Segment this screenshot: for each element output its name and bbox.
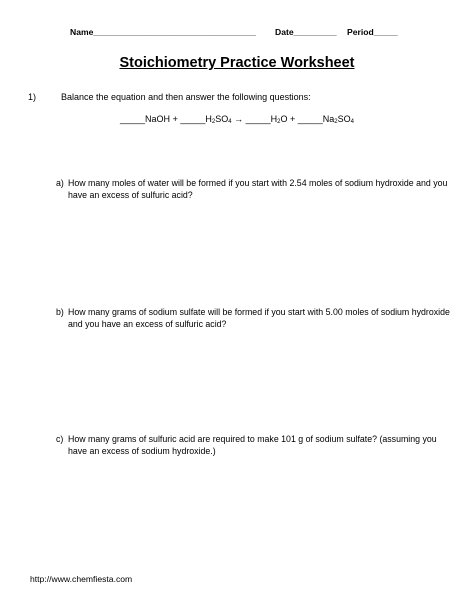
- reactant-naoh: NaOH: [145, 114, 171, 124]
- part-text: How many grams of sodium sulfate will be formed if you start with 5.00 moles of sodium hydroxide and you have an excess of sulfuric acid?: [68, 307, 450, 329]
- product-h2o: $H_2O$: [270, 114, 288, 125]
- date-field[interactable]: Date_________: [275, 27, 337, 37]
- plus-sign: +: [287, 114, 298, 124]
- question-number: 1): [28, 92, 37, 102]
- part-text: How many grams of sulfuric acid are required to make 101 g of sodium sulfate? (assuming you have an excess of sodium hydroxide.): [68, 434, 437, 456]
- coefficient-blank-1[interactable]: _____: [120, 114, 146, 124]
- question-instruction: Balance the equation and then answer the following questions:: [61, 92, 311, 102]
- reactant-h2so4: $H_2SO_4$: [205, 114, 232, 125]
- chemical-equation: [0, 114, 474, 125]
- plus-sign: +: [170, 114, 181, 124]
- part-letter: a): [56, 178, 64, 188]
- question-part-c: [56, 434, 456, 457]
- period-field[interactable]: Period_____: [347, 27, 398, 37]
- name-field[interactable]: Name__________________________________: [70, 27, 256, 37]
- reaction-arrow: →: [231, 114, 246, 124]
- coefficient-blank-3[interactable]: _____: [245, 114, 271, 124]
- product-na2so4: $Na_2SO_4$: [322, 114, 354, 125]
- part-text: How many moles of water will be formed if you start with 2.54 moles of sodium hydroxide and you have an excess of sulfuric acid?: [68, 178, 448, 200]
- question-part-a: [56, 178, 456, 201]
- coefficient-blank-4[interactable]: _____: [297, 114, 323, 124]
- question-part-b: [56, 307, 456, 330]
- part-letter: b): [56, 307, 64, 317]
- coefficient-blank-2[interactable]: _____: [180, 114, 206, 124]
- page-title: Stoichiometry Practice Worksheet: [119, 55, 355, 71]
- source-url-link[interactable]: http://www.chemfiesta.com: [30, 574, 133, 584]
- part-letter: c): [56, 434, 64, 444]
